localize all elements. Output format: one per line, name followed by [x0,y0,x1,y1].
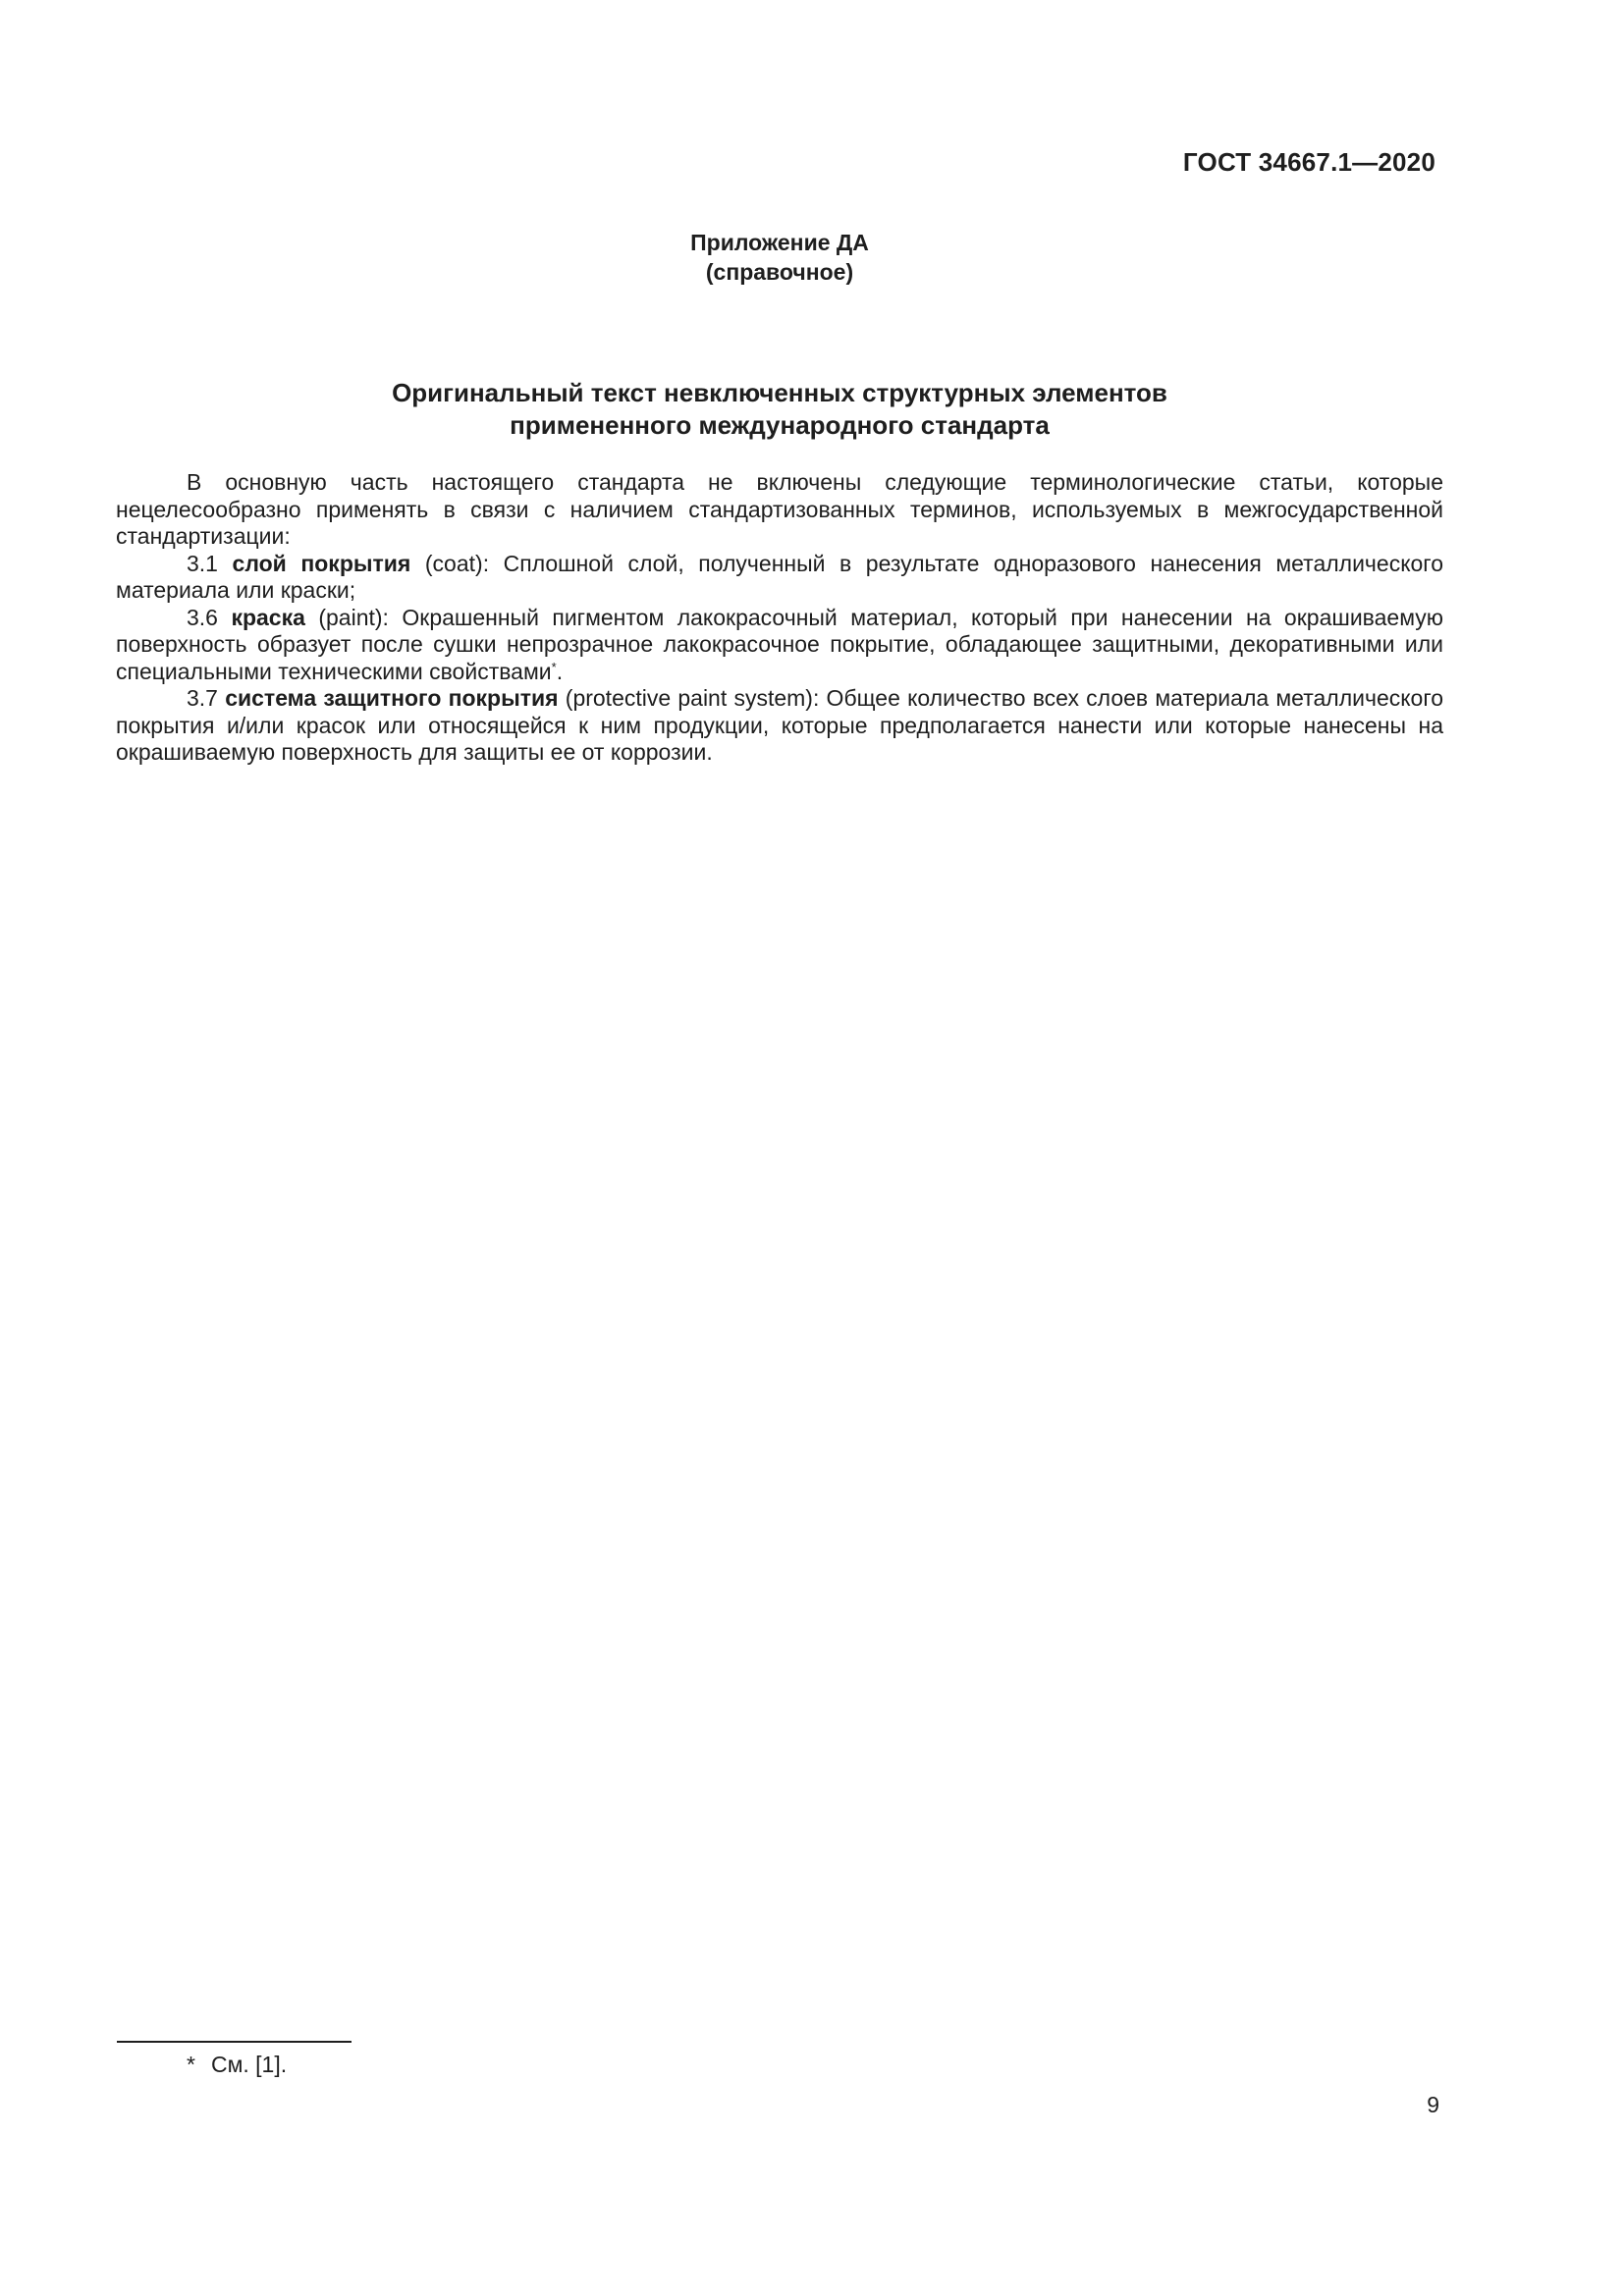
footnote [187,2052,287,2078]
heading-line-1: Оригинальный текст невключенных структурных элементов [392,378,1167,407]
appendix-heading [0,377,1559,442]
term-definition: : Общее количество всех слоев материала металлического покрытия и/или красок или относящейся к ним продукции, которые предполагается нанести или которые нанесены на окрашиваемую поверхность для защиты ее от коррозии. [116,685,1444,765]
term-definition: : Сплошной слой, полученный в результате одноразового нанесения металлического материала или краски; [116,550,1443,603]
footnote-divider [117,2041,352,2043]
term-name: система защитного покрытия [225,685,559,711]
term-number: 3.7 [187,685,218,711]
term-name: краска [231,604,305,630]
intro-paragraph: В основную часть настоящего стандарта не включены следующие терминологические статьи, которые нецелесообразно применять в связи с наличием стандартизованных терминов, используемых в межгосударственной стандартизации: [116,469,1443,549]
footnote-reference: * [551,659,557,674]
term-entry [116,685,1443,767]
term-entry [116,551,1443,605]
term-entry [116,605,1443,686]
term-definition: : Окрашенный пигментом лакокрасочный материал, который при нанесении на окрашиваемую поверхность образует после сушки непрозрачное лакокрасочное покрытие, обладающее защитными, декоративными или специальными техническими свойствами [116,604,1444,684]
term-name: слой покрытия [232,550,411,576]
document-number: ГОСТ 34667.1—2020 [1182,147,1435,177]
term-number: 3.1 [187,550,218,576]
footnote-text: См. [1]. [210,2052,288,2077]
term-number: 3.6 [187,604,218,630]
page-number: 9 [1427,2092,1439,2117]
term-original: (protective paint system) [565,685,813,711]
term-tail: . [556,658,564,684]
appendix-block [0,228,1559,287]
body-text [116,469,1443,767]
term-original: (coat) [424,550,483,576]
heading-line-2: примененного международного стандарта [510,410,1050,440]
term-original: (paint) [318,604,383,630]
appendix-title: Приложение ДА [690,230,869,255]
appendix-subtitle: (справочное) [705,259,854,285]
footnote-mark: * [187,2052,195,2077]
